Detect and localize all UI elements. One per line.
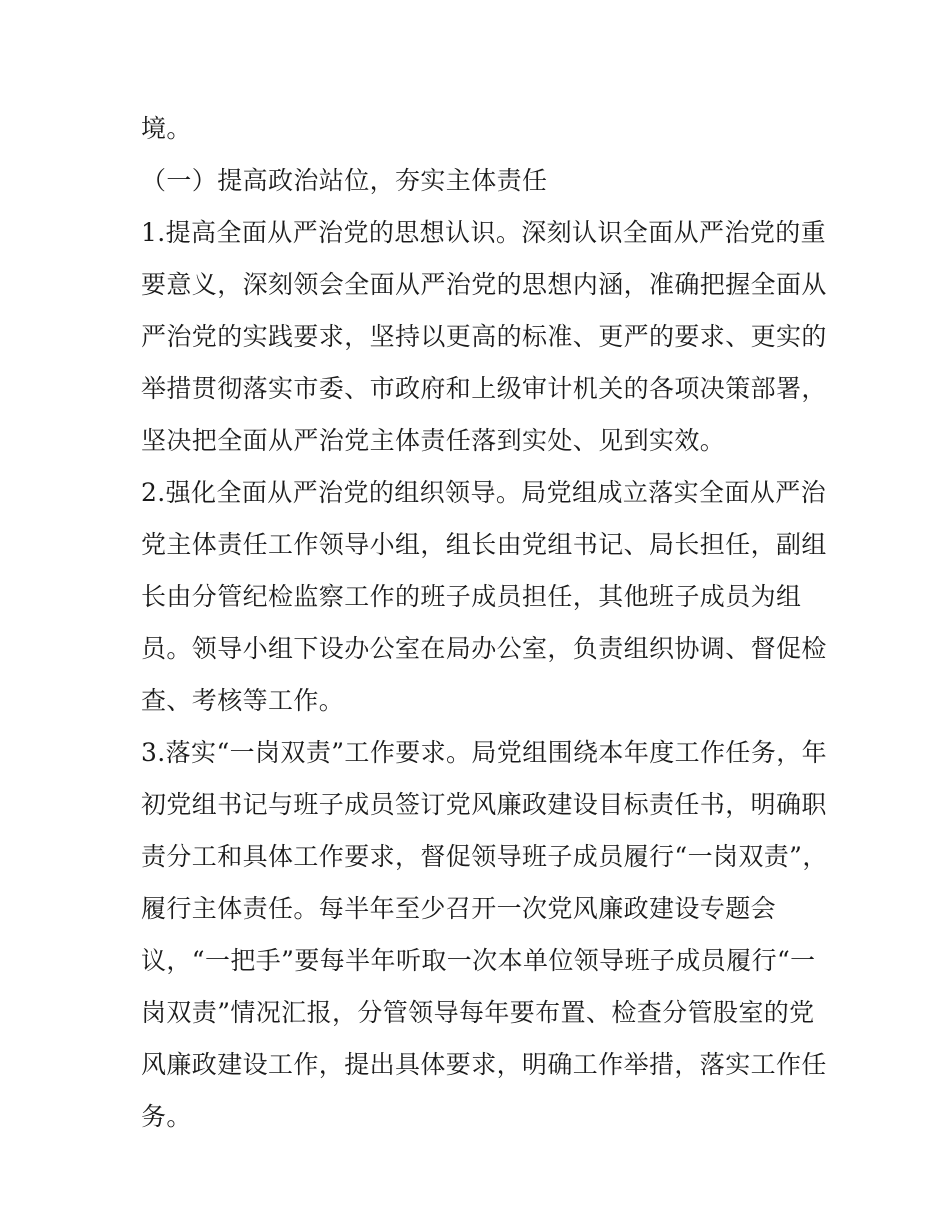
text-line: 1.提高全面从严治党的思想认识。深刻认识全面从严治党的重 — [141, 218, 827, 247]
text-line: 2.强化全面从严治党的组织领导。局党组成立落实全面从严治 — [141, 478, 827, 507]
text-line: 查、考核等工作。 — [141, 686, 345, 715]
section-heading: （一）提高政治站位，夯实主体责任 — [141, 166, 548, 195]
text-line: 3.落实“一岗双责”工作要求。局党组围绕本年度工作任务，年 — [141, 738, 828, 767]
text-line: 责分工和具体工作要求，督促领导班子成员履行“一岗双责”， — [141, 842, 828, 871]
text-line: 严治党的实践要求，坚持以更高的标准、更严的要求、更实的 — [141, 322, 827, 351]
text-line: 岗双责”情况汇报，分管领导每年要布置、检查分管股室的党 — [141, 998, 815, 1027]
text-line: 履行主体责任。每半年至少召开一次党风廉政建设专题会 — [141, 894, 777, 923]
text-line: 初党组书记与班子成员签订党风廉政建设目标责任书，明确职 — [141, 790, 827, 819]
text-line: 要意义，深刻领会全面从严治党的思想内涵，准确把握全面从 — [141, 270, 827, 299]
text-line: 长由分管纪检监察工作的班子成员担任，其他班子成员为组 — [141, 582, 802, 611]
text-line: 举措贯彻落实市委、市政府和上级审计机关的各项决策部署， — [141, 374, 827, 403]
text-line: 员。领导小组下设办公室在局办公室，负责组织协调、督促检 — [141, 634, 827, 663]
text-line: 坚决把全面从严治党主体责任落到实处、见到实效。 — [141, 426, 726, 455]
text-line: 境。 — [141, 114, 192, 143]
text-line: 风廉政建设工作，提出具体要求，明确工作举措，落实工作任 — [141, 1050, 827, 1079]
text-line: 议，“一把手”要每半年听取一次本单位领导班子成员履行“一 — [141, 946, 816, 975]
text-line: 务。 — [141, 1102, 192, 1131]
text-line: 党主体责任工作领导小组，组长由党组书记、局长担任，副组 — [141, 530, 827, 559]
